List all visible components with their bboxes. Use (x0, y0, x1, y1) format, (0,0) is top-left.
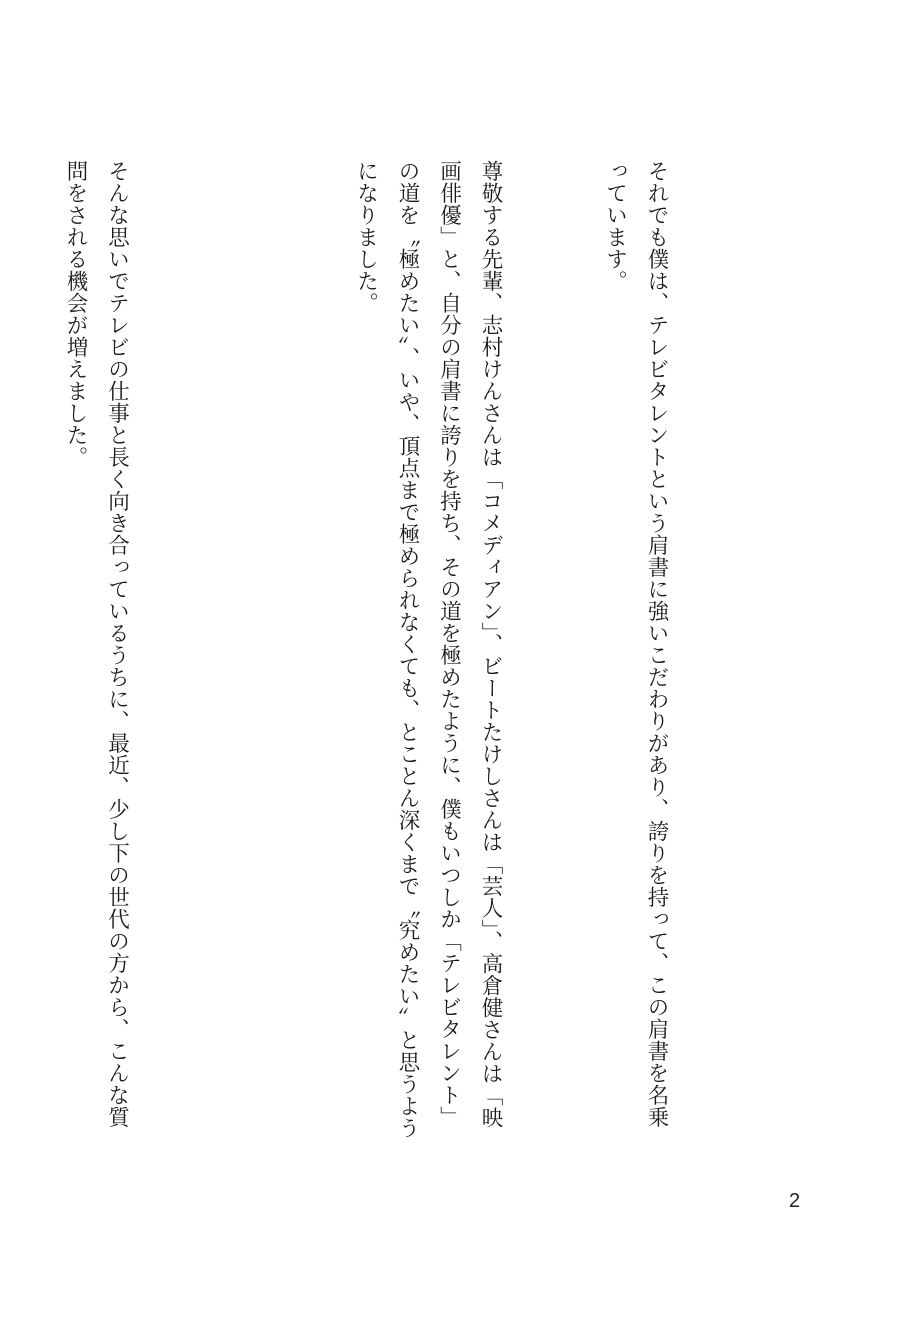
paragraph-3: そんな思いでテレビの仕事と長く向き合っているうちに、最近、少し下の世代の方から、こんな質問をされる機会が増えました。 (63, 160, 130, 1128)
vertical-text-body (0, 160, 760, 1140)
paragraph-gap (221, 160, 263, 1140)
paragraph-1: それでも僕は、テレビタレントという肩書に強いこだわりがあり、誇りを持って、この肩書を名乗っています。 (602, 160, 669, 1128)
paragraph-2: 尊敬する先輩、志村けんさんは「コメディアン」、ビートたけしさんは「芸人」、高倉健さんは「映画俳優」と、自分の肩書に誇りを持ち、その道を極めたように、僕もいつしか「テレビタレント」の道を〝極めたい〟、いや、頂点まで極められなくても、とことん深くまで〝究めたい〟と思うようになりました。 (353, 160, 503, 1140)
page-number: 2 (789, 1190, 801, 1212)
